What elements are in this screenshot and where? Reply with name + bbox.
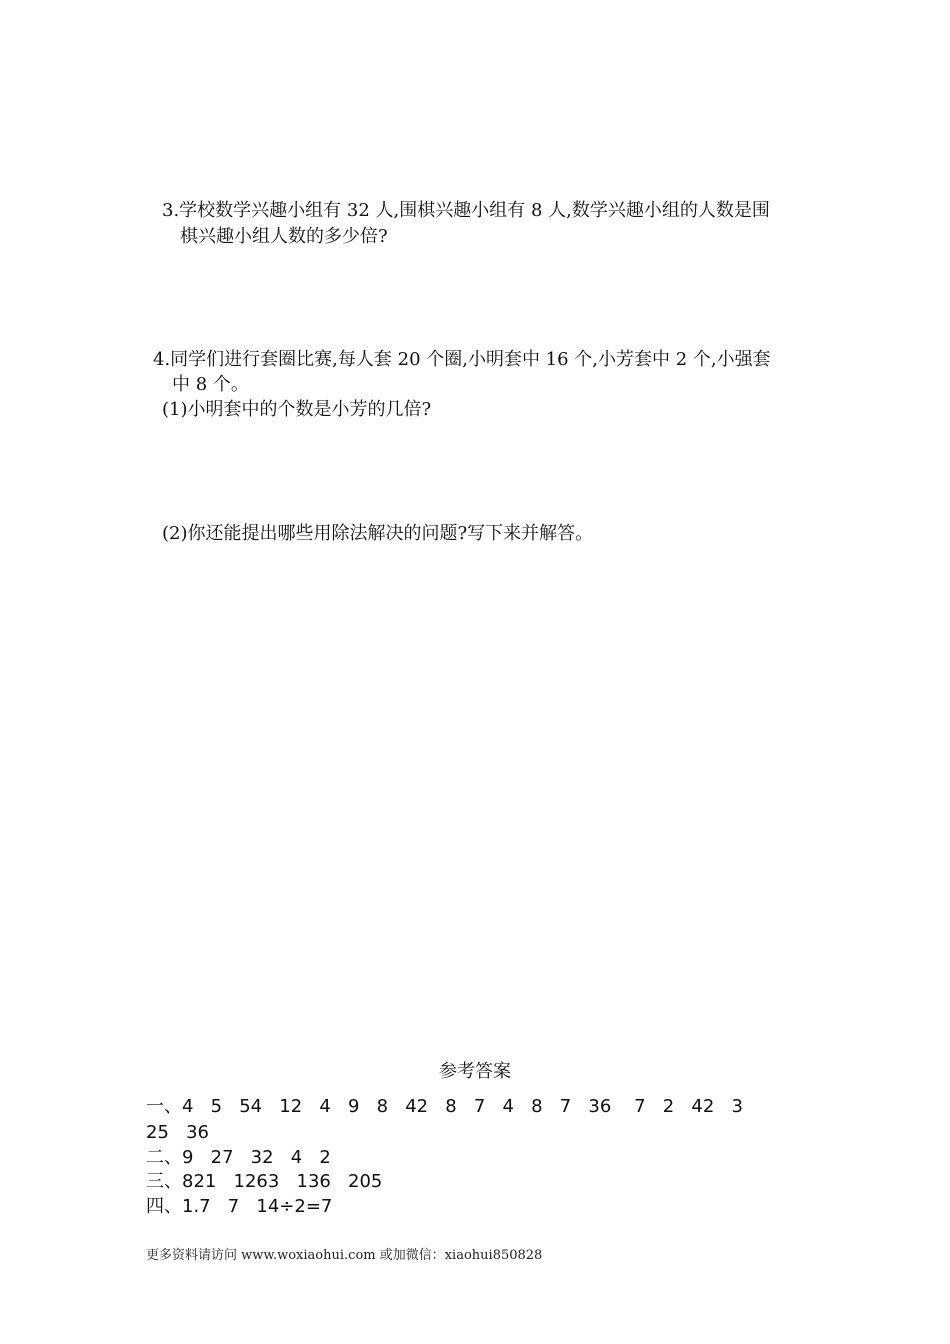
answers-title: 参考答案 <box>439 1061 511 1082</box>
question-4-line-1: 4.同学们进行套圈比赛,每人套 20 个圈,小明套中 16 个,小芳套中 2 个,小强套 <box>153 349 771 370</box>
answer-line-4: 三、821 1263 136 205 <box>146 1171 383 1192</box>
question-4-sub-1: (1)小明套中的个数是小芳的几倍? <box>162 399 432 420</box>
answer-line-3: 二、9 27 32 4 2 <box>146 1147 331 1168</box>
question-4-line-2: 中 8 个。 <box>172 374 249 395</box>
question-4-sub-2: (2)你还能提出哪些用除法解决的问题?写下来并解答。 <box>162 523 594 544</box>
question-3-line-1: 3.学校数学兴趣小组有 32 人,围棋兴趣小组有 8 人,数学兴趣小组的人数是围 <box>162 200 770 221</box>
answer-line-1: 一、4 5 54 12 4 9 8 42 8 7 4 8 7 36 7 2 42 3 <box>146 1096 743 1117</box>
answer-line-2: 25 36 <box>146 1122 209 1143</box>
footer-note: 更多资料请访问 www.woxiaohui.com 或加微信：xiaohui850828 <box>146 1248 543 1263</box>
answer-line-5: 四、1.7 7 14÷2=7 <box>146 1196 333 1217</box>
question-3-line-2: 棋兴趣小组人数的多少倍? <box>180 226 388 247</box>
